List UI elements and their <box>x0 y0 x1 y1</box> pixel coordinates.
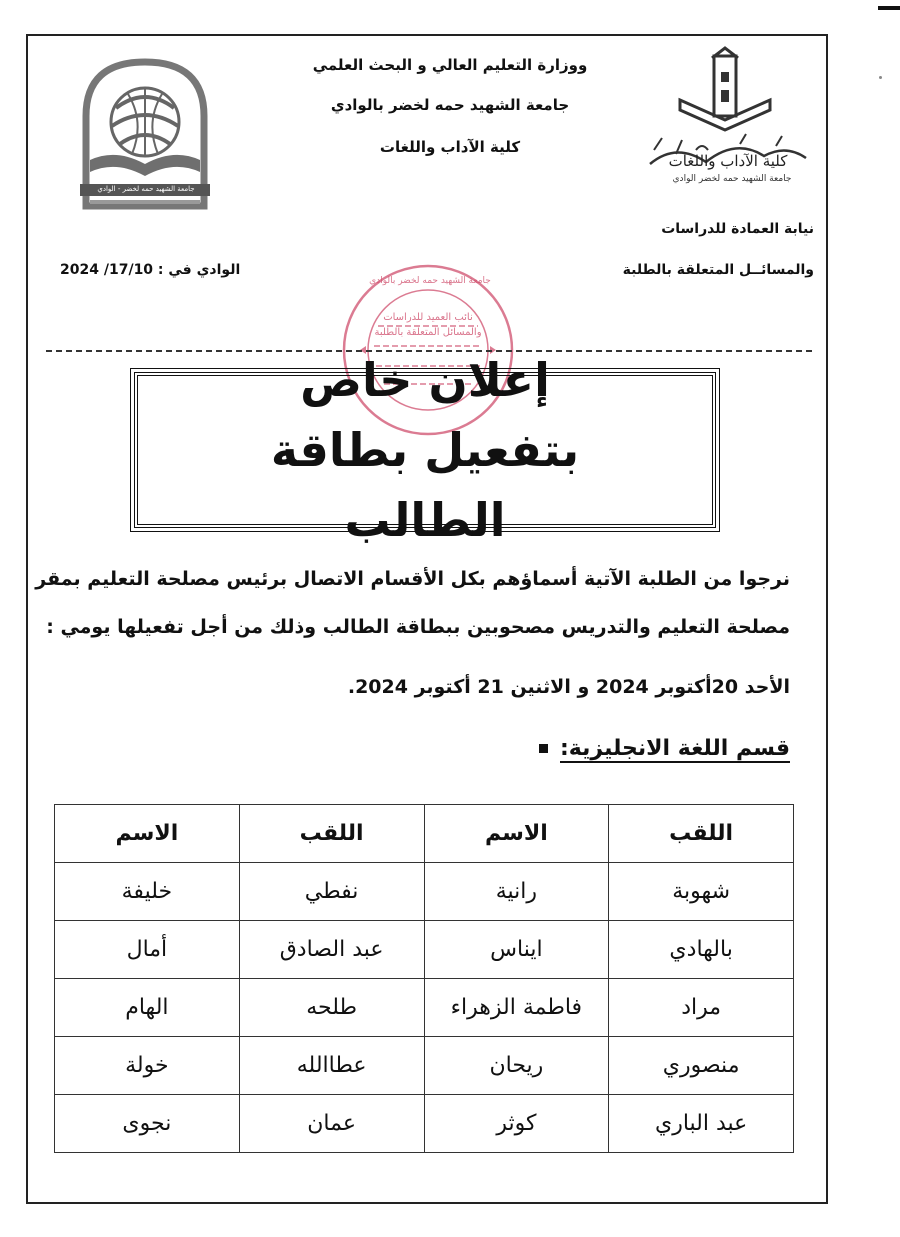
column-header: الاسم <box>424 805 609 863</box>
table-cell: عبد الباري <box>609 1095 794 1153</box>
announcement-title: إعلان خاص بتفعيل بطاقة الطالب <box>270 353 580 547</box>
scan-edge-mark <box>878 6 900 10</box>
faculty-logo-subtext: جامعة الشهيد حمه لخضر الوادي <box>672 174 792 184</box>
table-cell: ايناس <box>424 921 609 979</box>
table-cell: خولة <box>55 1037 240 1095</box>
faculty-name: كلية الآداب واللغات <box>379 138 521 156</box>
body-line-1: نرجوا من الطلبة الآتية أسماؤهم بكل الأقسام الاتصال برئيس مصلحة التعليم بمقر <box>35 568 790 590</box>
table-cell: بالهادي <box>609 921 794 979</box>
column-header: الاسم <box>55 805 240 863</box>
table-cell: فاطمة الزهراء <box>424 979 609 1037</box>
table-cell: عمان <box>239 1095 424 1153</box>
table-cell: مراد <box>609 979 794 1037</box>
table-row <box>55 1037 794 1095</box>
department-label: قسم اللغة الانجليزية: <box>560 736 790 761</box>
table-cell: الهام <box>55 979 240 1037</box>
body-line-2: مصلحة التعليم والتدريس مصحوبين ببطاقة الطالب وذلك من أجل تفعيلها يومي : <box>46 616 790 638</box>
students-table <box>54 804 794 1153</box>
scan-speck <box>879 76 882 79</box>
table-row <box>55 921 794 979</box>
table-row <box>55 979 794 1037</box>
table-cell: كوثر <box>424 1095 609 1153</box>
vice-deanship-line-1: نيابة العمادة للدراسات <box>661 221 814 237</box>
vice-deanship-line-2: والمسائــل المتعلقة بالطلبة <box>622 262 814 278</box>
table-cell: رانية <box>424 863 609 921</box>
issue-date: الوادي في : 17/10/ 2024 <box>60 262 241 278</box>
table-cell: نجوى <box>55 1095 240 1153</box>
table-cell: أمال <box>55 921 240 979</box>
faculty-logo-text: كلية الآداب واللغات <box>668 152 788 170</box>
body-line-3: الأحد 20أكتوبر 2024 و الاثنين 21 أكتوبر 2024. <box>347 676 790 698</box>
table-cell: ريحان <box>424 1037 609 1095</box>
stamp-center-text: نائب العميد للدراسات والمسائل المتعلقة بالطلبة <box>374 312 482 338</box>
table-cell: منصوري <box>609 1037 794 1095</box>
column-header: اللقب <box>239 805 424 863</box>
table-header-row <box>55 805 794 863</box>
stamp-ring-text: جامعة الشهيد حمه لخضر بالوادي <box>369 276 491 286</box>
table-cell: طلحه <box>239 979 424 1037</box>
column-header: اللقب <box>609 805 794 863</box>
university-name: جامعة الشهيد حمه لخضر بالوادي <box>330 96 570 114</box>
table-cell: نفطي <box>239 863 424 921</box>
table-cell: عطاالله <box>239 1037 424 1095</box>
bullet-icon <box>539 744 548 753</box>
table-row <box>55 863 794 921</box>
department-heading <box>539 736 790 761</box>
table-cell: خليفة <box>55 863 240 921</box>
table-cell: شهوبة <box>609 863 794 921</box>
table-row <box>55 1095 794 1153</box>
ministry-name: ووزارة التعليم العالي و البحث العلمي <box>312 56 588 74</box>
faculty-logo <box>636 46 814 194</box>
table-cell: عبد الصادق <box>239 921 424 979</box>
university-logo-caption: جامعة الشهيد حمه لخضر - الوادي <box>97 185 195 193</box>
announcement-title-box <box>134 353 716 547</box>
